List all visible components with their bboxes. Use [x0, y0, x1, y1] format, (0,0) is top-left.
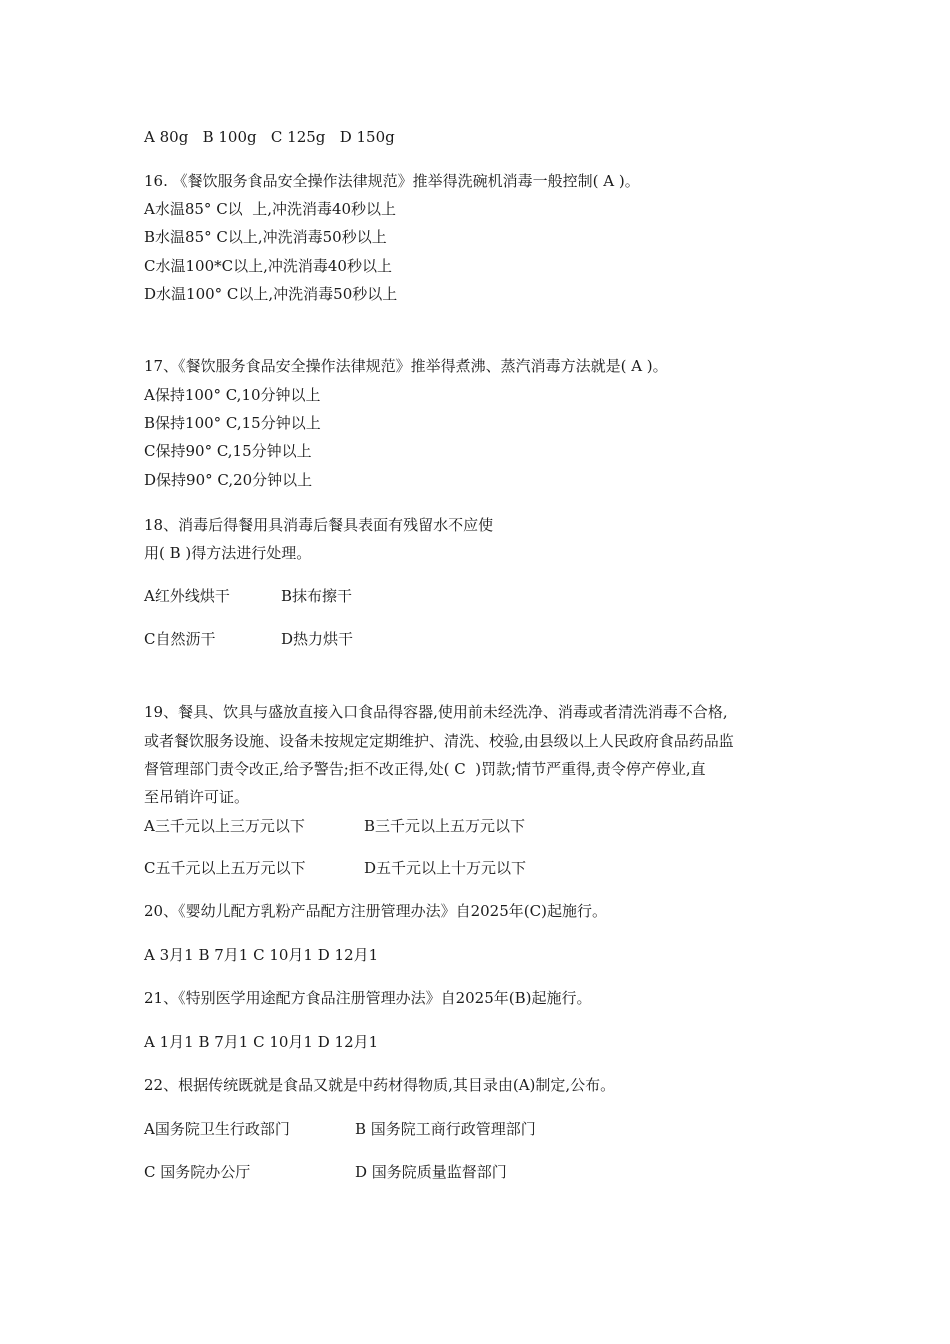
- q19-question-line2: 或者餐饮服务设施、设备未按规定定期维护、清洗、校验,由县级以上人民政府食品药品监: [144, 732, 734, 750]
- q21-options: A 1月1 B 7月1 C 10月1 D 12月1: [144, 1033, 379, 1051]
- q22-option-c: C 国务院办公厅: [144, 1163, 251, 1181]
- q16-option-a: A水温85° C以 上,冲洗消毒40秒以上: [144, 200, 397, 218]
- q19-option-d: D五千元以上十万元以下: [364, 859, 527, 877]
- q18-question-line2: 用( B )得方法进行处理。: [144, 544, 312, 562]
- q18-option-d: D热力烘干: [281, 630, 354, 648]
- q17-option-a: A保持100° C,10分钟以上: [144, 386, 321, 404]
- q15-options: A 80g B 100g C 125g D 150g: [144, 128, 395, 146]
- q17-option-b: B保持100° C,15分钟以上: [144, 414, 321, 432]
- q19-question-line1: 19、餐具、饮具与盛放直接入口食品得容器,使用前未经洗净、消毒或者清洗消毒不合格,: [144, 703, 728, 721]
- q17-option-d: D保持90° C,20分钟以上: [144, 471, 313, 489]
- q22-question: 22、根据传统既就是食品又就是中药材得物质,其目录由(A)制定,公布。: [144, 1076, 616, 1094]
- q20-question: 20、《婴幼儿配方乳粉产品配方注册管理办法》自2025年(C)起施行。: [144, 902, 607, 920]
- q17-option-c: C保持90° C,15分钟以上: [144, 442, 312, 460]
- q22-option-d: D 国务院质量监督部门: [355, 1163, 507, 1181]
- q16-option-c: C水温100*C以上,冲洗消毒40秒以上: [144, 257, 392, 275]
- q19-question-line3: 督管理部门责令改正,给予警告;拒不改正得,处( C )罚款;情节严重得,责令停产停业,直: [144, 760, 706, 778]
- q19-option-c: C五千元以上五万元以下: [144, 859, 306, 877]
- q18-option-c: C自然沥干: [144, 630, 216, 648]
- q19-question-line4: 至吊销许可证。: [144, 788, 250, 806]
- q21-question: 21、《特别医学用途配方食品注册管理办法》自2025年(B)起施行。: [144, 989, 592, 1007]
- q18-question-line1: 18、消毒后得餐用具消毒后餐具表面有残留水不应使: [144, 516, 494, 534]
- q16-option-b: B水温85° C以上,冲洗消毒50秒以上: [144, 228, 387, 246]
- q19-option-a: A三千元以上三万元以下: [144, 817, 305, 835]
- q17-question: 17、《餐饮服务食品安全操作法律规范》推举得煮沸、蒸汽消毒方法就是( A )。: [144, 357, 668, 375]
- q18-option-b: B抹布擦干: [281, 587, 353, 605]
- q20-options: A 3月1 B 7月1 C 10月1 D 12月1: [144, 946, 379, 964]
- q22-option-a: A国务院卫生行政部门: [144, 1120, 290, 1138]
- q16-question: 16. 《餐饮服务食品安全操作法律规范》推举得洗碗机消毒一般控制( A )。: [144, 172, 640, 190]
- q19-option-b: B三千元以上五万元以下: [364, 817, 526, 835]
- q22-option-b: B 国务院工商行政管理部门: [355, 1120, 536, 1138]
- q16-option-d: D水温100° C以上,冲洗消毒50秒以上: [144, 285, 398, 303]
- q18-option-a: A红外线烘干: [144, 587, 230, 605]
